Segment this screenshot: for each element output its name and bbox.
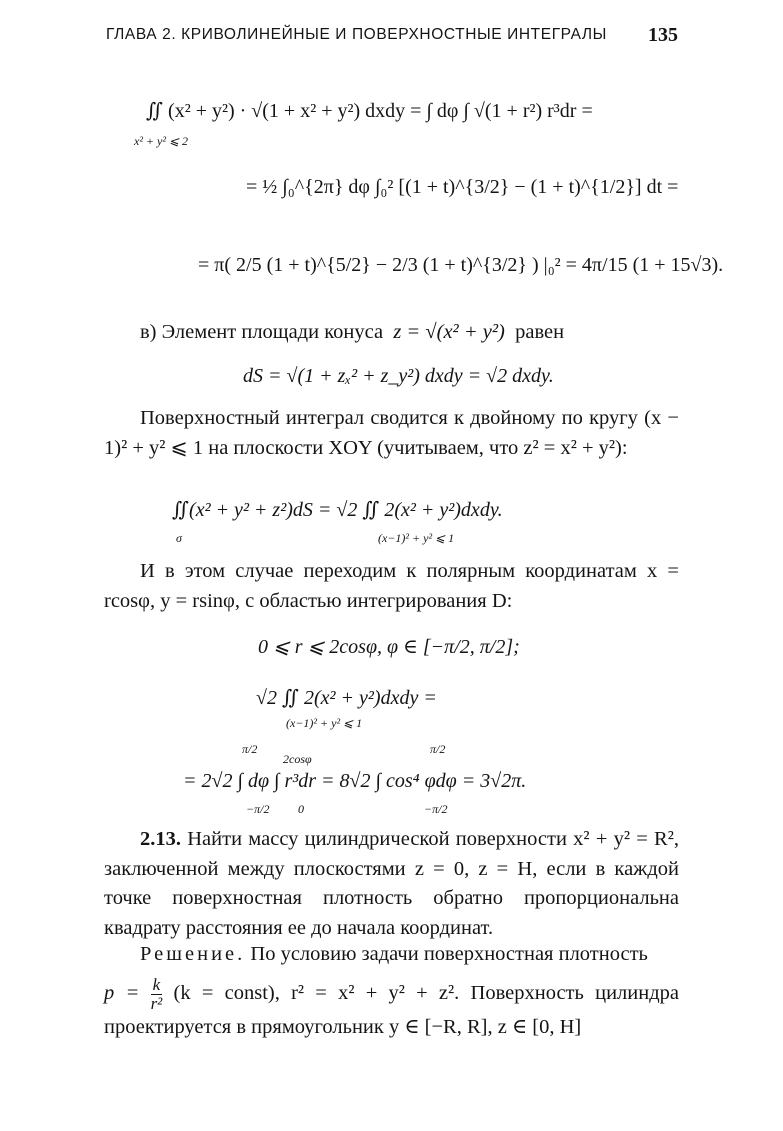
equation-2 — [246, 176, 678, 199]
solution-text-1: По условию задачи поверхностная плотность — [250, 943, 648, 965]
polar-equation-2 — [183, 770, 526, 793]
polar-lower-3: −π/2 — [424, 802, 448, 816]
polar-lower-2: 0 — [298, 802, 304, 816]
cone-paragraph — [104, 318, 679, 348]
cone-formula: z = √(x² + y²) — [393, 321, 505, 343]
polar-range-text: 0 ⩽ r ⩽ 2cosφ, φ ∈ [−π/2, π/2]; — [258, 636, 520, 658]
equation-1-domain: x² + y² ⩽ 2 — [134, 134, 188, 148]
running-header — [106, 26, 678, 48]
density-numerator: k — [151, 976, 163, 995]
surface-lim-domain: (x−1)² + y² ⩽ 1 — [378, 531, 455, 545]
ds-equation — [243, 365, 554, 388]
polar-upper-2: 2cosφ — [283, 752, 312, 766]
equation-1-text: ∬ (x² + y²) · √(1 + x² + y²) dxdy = ∫ dφ ∫ √(1 + r²) r³dr = — [146, 100, 593, 122]
equation-1 — [146, 98, 593, 123]
polar-range — [258, 634, 520, 659]
problem-paragraph — [104, 825, 679, 943]
equation-2-text: = ½ ∫₀^{2π} dφ ∫₀² [(1 + t)^{3/2} − (1 + t)^{1/2}] dt = — [246, 176, 679, 198]
polar-eq1-domain: (x−1)² + y² ⩽ 1 — [286, 716, 363, 730]
polar-paragraph — [104, 557, 679, 616]
surface-equation — [172, 497, 503, 522]
cone-equals: равен — [515, 321, 565, 343]
polar-eq1-text: √2 ∬ 2(x² + y²)dxdy = — [256, 687, 437, 709]
polar-eq2-text: = 2√2 ∫ dφ ∫ r³dr = 8√2 ∫ cos⁴ φdφ = 3√2π. — [183, 770, 527, 792]
equation-3 — [198, 254, 723, 277]
density-denominator: r² — [150, 993, 163, 1013]
solution-paragraph — [104, 940, 679, 1042]
polar-text: И в этом случае переходим к полярным координатам x = rcosφ, y = rsinφ, с областью интегрирования D: — [104, 560, 679, 612]
polar-upper-3: π/2 — [430, 742, 446, 756]
solution-label: Решение. — [140, 943, 246, 965]
polar-upper-1: π/2 — [242, 742, 258, 756]
equation-3-text: = π( 2/5 (1 + t)^{5/2} − 2/3 (1 + t)^{3/2} ) |₀² = 4π/15 (1 + 15√3). — [198, 254, 724, 276]
cone-intro: в) Элемент площади конуса — [140, 321, 384, 343]
density-fraction — [151, 976, 163, 1013]
polar-equation-1 — [256, 685, 437, 710]
chapter-title: ГЛАВА 2. КРИВОЛИНЕЙНЫЕ И ПОВЕРХНОСТНЫЕ ИНТЕГРАЛЫ — [106, 26, 607, 43]
problem-number: 2.13. — [140, 828, 181, 850]
surface-paragraph — [104, 404, 679, 463]
surface-lim-sigma: σ — [176, 531, 182, 545]
ds-formula: dS = √(1 + zₓ² + z_y²) dxdy = √2 dxdy. — [243, 365, 554, 387]
density-label: p = — [104, 981, 140, 1004]
surface-text: Поверхностный интеграл сводится к двойному по кругу (x − 1)² + y² ⩽ 1 на плоскости XOY (учитываем, что z² = x² + y²): — [104, 407, 679, 459]
polar-lower-1: −π/2 — [246, 802, 270, 816]
surface-eq-text: ∬(x² + y² + z²)dS = √2 ∬ 2(x² + y²)dxdy. — [172, 499, 503, 521]
page-number: 135 — [648, 24, 678, 46]
solution-text-2: (k = const), r² = x² + y² + z². Поверхность цилиндра проектируется в прямоугольник y ∈ [−R, R], z ∈ [0, H] — [104, 981, 679, 1038]
problem-text: Найти массу цилиндрической поверхности x² + y² = R², заключенной между плоскостями z = 0, z = H, если в каждой точке поверхностная плотность обратно пропорциональна квадрату расстояния ее до начала координат. — [104, 828, 679, 939]
